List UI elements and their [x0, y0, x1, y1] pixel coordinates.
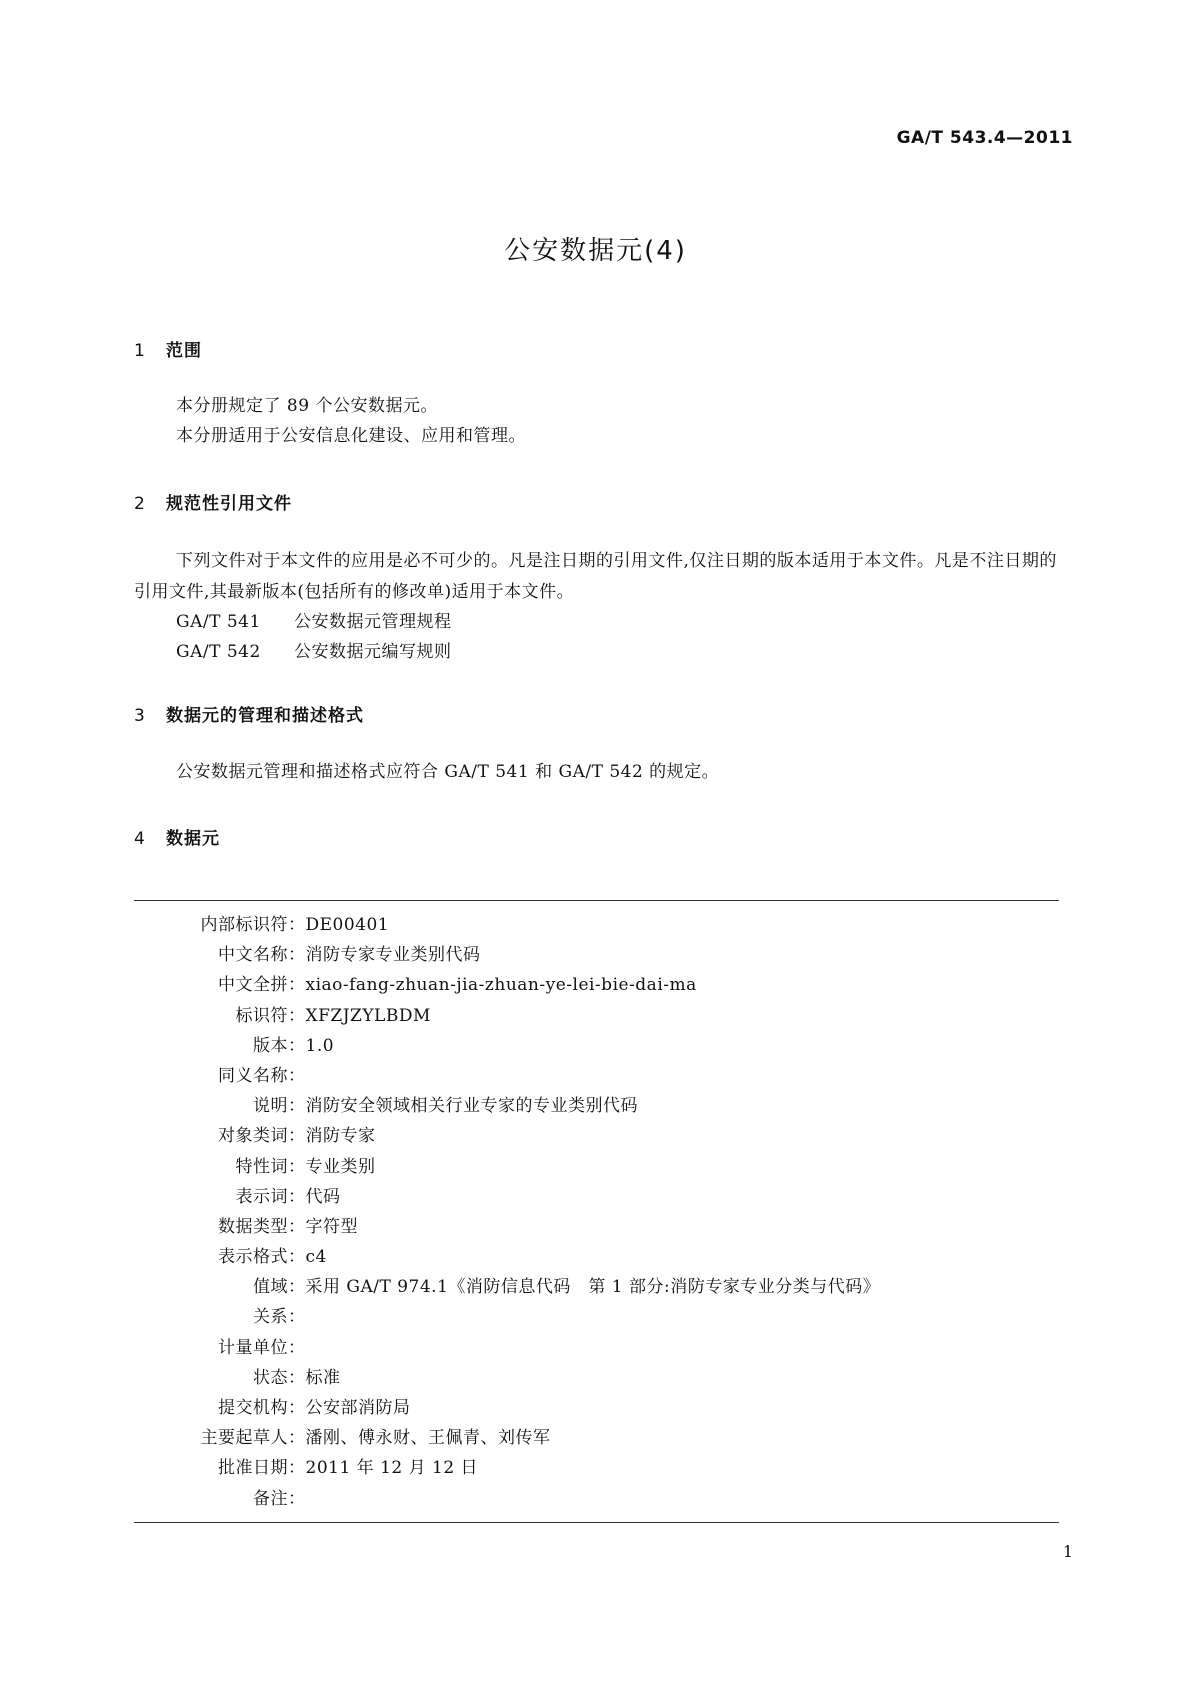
field-key: 提交机构 [218, 1398, 288, 1418]
field-value: 2011 年 12 月 12 日 [305, 1458, 479, 1479]
field-value: 消防专家 [305, 1126, 376, 1147]
field-key: 表示词 [235, 1186, 288, 1207]
field-key: 数据类型 [218, 1216, 288, 1237]
data-element-row [134, 1333, 1059, 1363]
field-separator: ： [288, 1337, 306, 1358]
field-separator: ： [288, 1428, 306, 1449]
data-element-row [134, 940, 1059, 970]
field-value: 公安部消防局 [305, 1398, 411, 1418]
field-separator: ： [288, 1035, 306, 1056]
field-key: 备注 [253, 1488, 288, 1509]
field-value: 消防安全领域相关行业专家的专业类别代码 [305, 1096, 638, 1117]
bottom-rule [134, 1522, 1059, 1523]
field-value: XFZJZYLBDM [305, 1005, 431, 1026]
field-value: 潘刚、傅永财、王佩青、刘传军 [305, 1428, 551, 1449]
field-key: 中文全拼 [218, 975, 288, 996]
section-number: 2 [134, 494, 146, 514]
data-element-row [134, 1212, 1059, 1242]
field-separator: ： [288, 1398, 306, 1418]
data-element-row [134, 910, 1059, 940]
field-key: 关系 [253, 1307, 288, 1328]
scope-line-2: 本分册适用于公安信息化建设、应用和管理。 [176, 426, 526, 446]
field-key: 同义名称 [218, 1065, 288, 1086]
scope-line-1: 本分册规定了 89 个公安数据元。 [176, 396, 438, 416]
field-key: 内部标识符 [200, 915, 288, 935]
field-separator: ： [288, 1488, 306, 1509]
data-element-row [134, 1061, 1059, 1091]
field-separator: ： [288, 1216, 306, 1237]
field-key: 对象类词 [218, 1126, 288, 1147]
document-title: 公安数据元(4) [504, 236, 687, 266]
field-separator: ： [288, 945, 306, 966]
field-separator: ： [288, 1277, 306, 1298]
field-key: 值域 [253, 1277, 288, 1298]
field-value: 消防专家专业类别代码 [305, 945, 481, 966]
reference-title: 公安数据元编写规则 [294, 642, 452, 662]
reference-code: GA/T 541 [176, 612, 261, 632]
field-separator: ： [288, 1156, 306, 1177]
reference-item [176, 607, 452, 637]
field-value: c4 [305, 1247, 327, 1268]
field-key: 版本 [253, 1035, 288, 1056]
field-value: 专业类别 [305, 1156, 376, 1177]
reference-title: 公安数据元管理规程 [294, 612, 452, 632]
data-element-row [134, 1121, 1059, 1151]
reference-code: GA/T 542 [176, 642, 261, 662]
page-number: 1 [1062, 1542, 1073, 1561]
field-key: 标识符 [235, 1005, 288, 1026]
data-element-row [134, 1031, 1059, 1061]
data-element-row [134, 1453, 1059, 1483]
data-element-row [134, 1302, 1059, 1332]
data-element-row [134, 970, 1059, 1000]
reference-item [176, 637, 452, 667]
field-value: 字符型 [305, 1216, 358, 1237]
field-value: DE00401 [305, 915, 390, 935]
field-key: 计量单位 [218, 1337, 288, 1358]
data-element-row [134, 1182, 1059, 1212]
section-heading-3 [134, 701, 364, 726]
standard-id: GA/T 543.4—2011 [896, 128, 1073, 148]
references-intro: 下列文件对于本文件的应用是必不可少的。凡是注日期的引用文件,仅注日期的版本适用于本文件。凡是不注日期的引用文件,其最新版本(包括所有的修改单)适用于本文件。 [134, 551, 1057, 602]
section-heading-2 [134, 489, 292, 514]
section-number: 4 [134, 829, 146, 849]
field-separator: ： [288, 1247, 306, 1268]
data-element-table [134, 910, 1059, 1514]
field-separator: ： [288, 1307, 306, 1328]
section-title: 规范性引用文件 [166, 494, 292, 514]
field-value: 采用 GA/T 974.1《消防信息代码 第 1 部分:消防专家专业分类与代码》 [305, 1277, 881, 1298]
field-key: 说明 [253, 1096, 288, 1117]
field-key: 批准日期 [218, 1458, 288, 1479]
field-separator: ： [288, 1367, 306, 1388]
field-key: 表示格式 [218, 1247, 288, 1268]
field-value: 代码 [305, 1186, 341, 1207]
section-number: 1 [134, 341, 146, 361]
section-title: 数据元 [166, 829, 220, 849]
field-key: 主要起草人 [200, 1428, 288, 1449]
field-value: 1.0 [305, 1035, 335, 1056]
field-key: 特性词 [235, 1156, 288, 1177]
section-heading-4 [134, 824, 220, 849]
data-element-row [134, 1242, 1059, 1272]
data-element-row [134, 1393, 1059, 1423]
top-rule [134, 900, 1059, 901]
data-element-row [134, 1272, 1059, 1302]
data-element-row [134, 1091, 1059, 1121]
field-key: 中文名称 [218, 945, 288, 966]
section-number: 3 [134, 706, 146, 726]
field-key: 状态 [253, 1367, 288, 1388]
field-separator: ： [288, 1065, 306, 1086]
data-element-row [134, 1363, 1059, 1393]
format-statement: 公安数据元管理和描述格式应符合 GA/T 541 和 GA/T 542 的规定。 [176, 762, 720, 782]
section-title: 范围 [166, 341, 202, 361]
field-separator: ： [288, 975, 306, 996]
field-separator: ： [288, 915, 306, 935]
field-separator: ： [288, 1005, 306, 1026]
data-element-row [134, 1152, 1059, 1182]
section-heading-1 [134, 336, 202, 361]
field-value: xiao-fang-zhuan-jia-zhuan-ye-lei-bie-dai-ma [305, 975, 697, 996]
data-element-row [134, 1001, 1059, 1031]
field-separator: ： [288, 1126, 306, 1147]
section-title: 数据元的管理和描述格式 [166, 706, 364, 726]
field-value: 标准 [305, 1367, 341, 1388]
field-separator: ： [288, 1186, 306, 1207]
data-element-row [134, 1423, 1059, 1453]
data-element-row [134, 1484, 1059, 1514]
field-separator: ： [288, 1458, 306, 1479]
field-separator: ： [288, 1096, 306, 1117]
